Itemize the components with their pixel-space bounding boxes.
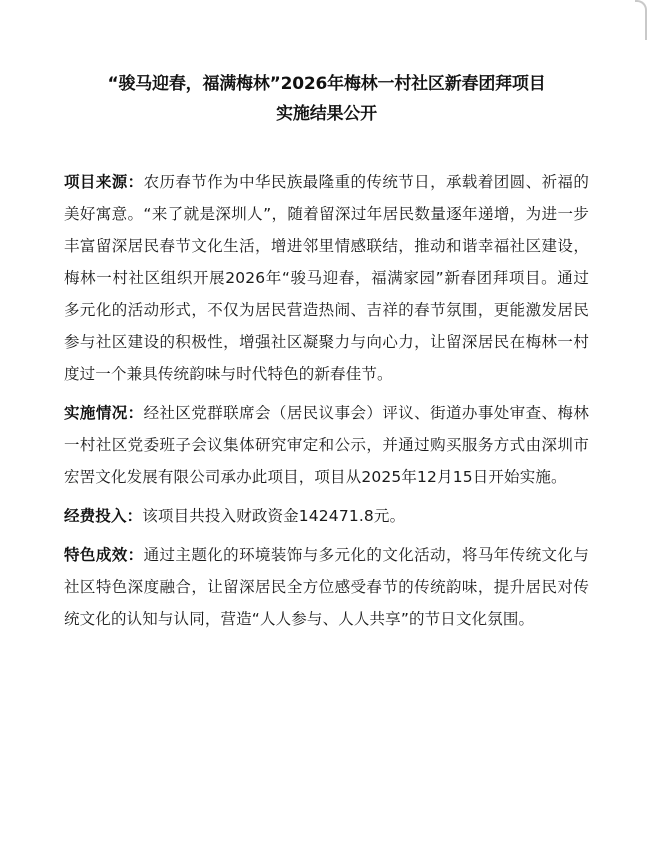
section-project-source (64, 166, 589, 390)
scan-corner-mark (635, 0, 647, 40)
document-title (64, 69, 589, 129)
section-funding (64, 500, 589, 532)
section-text: 该项目共投入财政资金142471.8元。 (142, 507, 406, 525)
section-label: 项目来源： (64, 173, 144, 191)
section-implementation (64, 397, 589, 493)
section-text: 经社区党群联席会（居民议事会）评议、街道办事处审查、梅林一村社区党委班子会议集体研究审定和公示，并通过购买服务方式由深圳市宏罟文化发展有限公司承办此项目，项目从2025年12月15日开始实施。 (64, 404, 589, 486)
section-label: 经费投入： (64, 507, 143, 525)
section-text: 农历春节作为中华民族最隆重的传统节日，承载着团圆、祈福的美好寓意。“来了就是深圳人”，随着留深过年居民数量逐年递增，为进一步丰富留深居民春节文化生活，增进邻里情感联结，推动和谐幸福社区建设，梅林一村社区组织开展2026年“骏马迎春，福满家园”新春团拜项目。通过多元化的活动形式，不仅为居民营造热闹、吉祥的春节氛围，更能激发居民参与社区建设的积极性，增强社区凝聚力与向心力，让留深居民在梅林一村度过一个兼具传统韵味与时代特色的新春佳节。 (64, 173, 589, 383)
section-label: 特色成效： (64, 546, 144, 564)
section-outcomes (64, 539, 589, 635)
section-text: 通过主题化的环境装饰与多元化的文化活动，将马年传统文化与社区特色深度融合，让留深居民全方位感受春节的传统韵味，提升居民对传统文化的认知与认同，营造“人人参与、人人共享”的节日文化氛围。 (64, 546, 589, 628)
section-label: 实施情况： (64, 404, 144, 422)
document-body (64, 166, 589, 635)
title-line-1: “骏马迎春，福满梅林”2026年梅林一村社区新春团拜项目 (107, 74, 546, 94)
title-line-2: 实施结果公开 (276, 104, 377, 124)
